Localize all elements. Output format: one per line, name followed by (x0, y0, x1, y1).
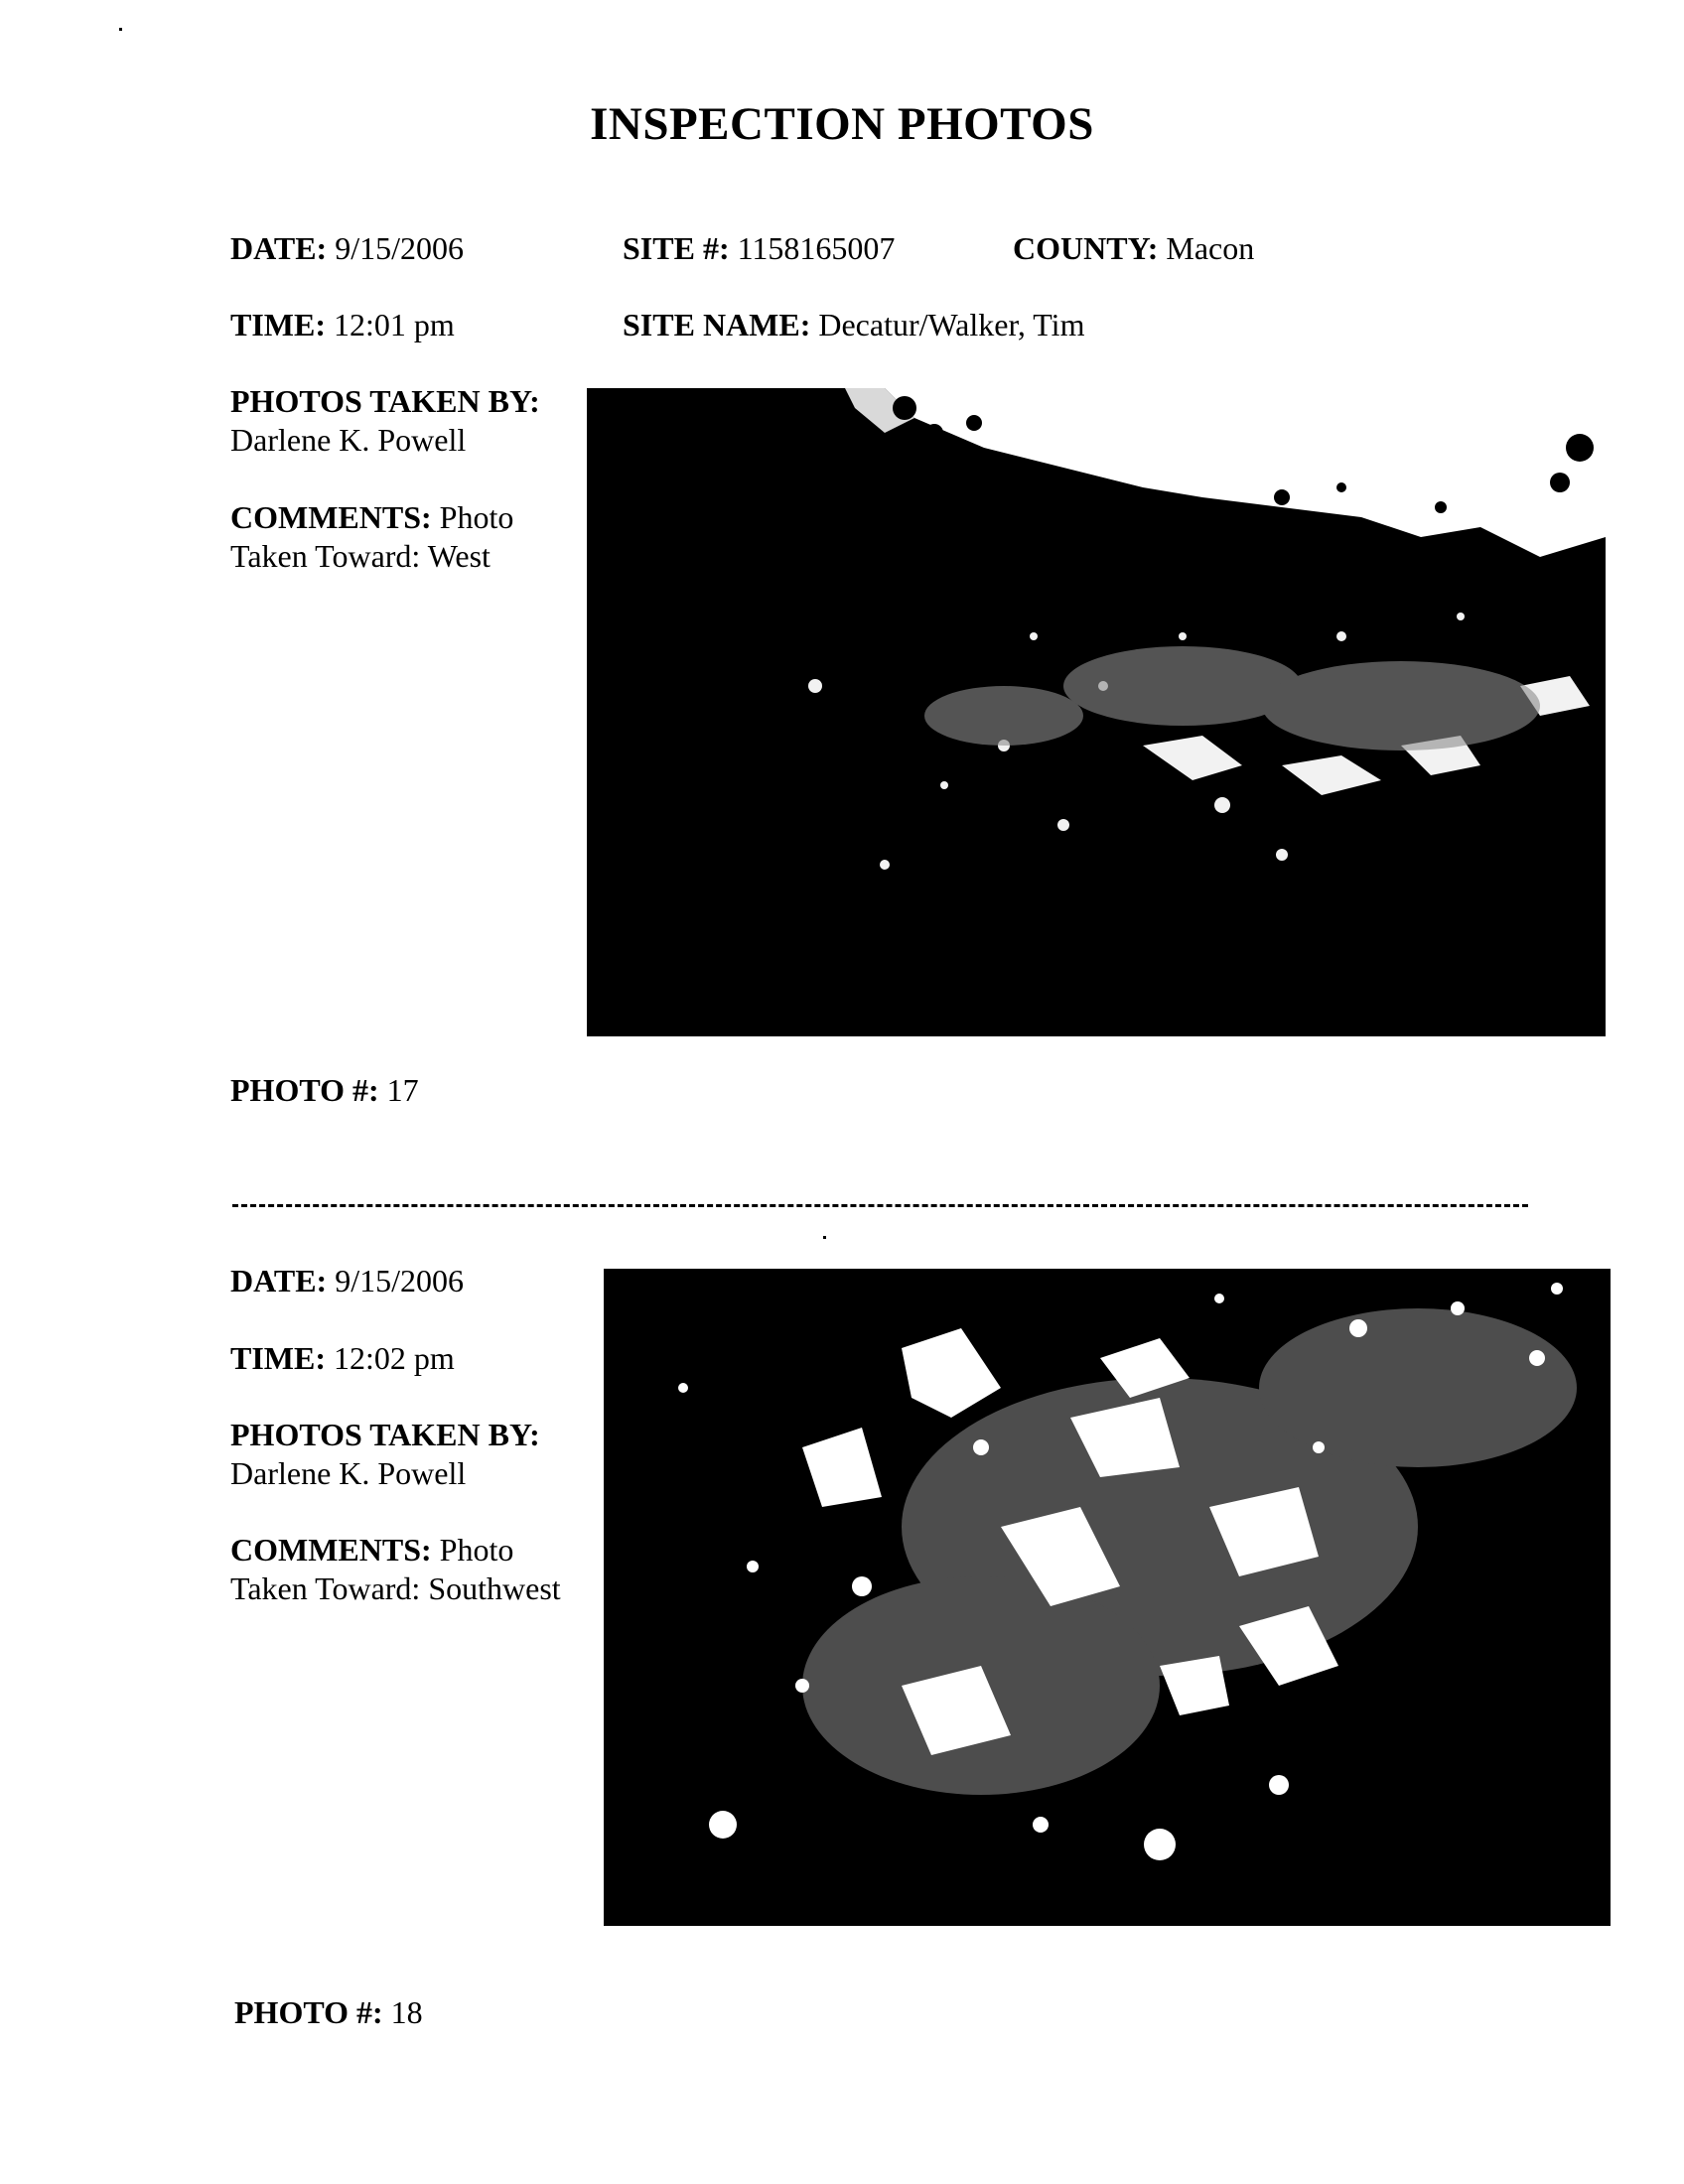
photographer-block-2 (230, 1416, 588, 1493)
page-title: INSPECTION PHOTOS (590, 98, 1094, 150)
date-label: DATE: (230, 230, 328, 266)
inspection-photo-1 (587, 388, 1606, 1036)
time-label: TIME: (230, 307, 326, 342)
photos-taken-by-label: PHOTOS TAKEN BY: (230, 383, 540, 419)
comment-direction: Taken Toward: West (230, 538, 491, 574)
comment-direction: Taken Toward: Southwest (230, 1570, 561, 1606)
site-number-label: SITE #: (623, 230, 730, 266)
section-divider (232, 1204, 1528, 1207)
county-value: Macon (1166, 230, 1255, 266)
date-value: 9/15/2006 (335, 1263, 464, 1298)
photo-number-label: PHOTO #: (230, 1072, 379, 1108)
site-number-field (623, 229, 895, 268)
comments-block-2 (230, 1531, 598, 1608)
time-value: 12:01 pm (334, 307, 455, 342)
county-label: COUNTY: (1013, 230, 1159, 266)
time-field-1 (230, 306, 455, 344)
site-number-value: 1158165007 (737, 230, 896, 266)
scan-speck (823, 1236, 826, 1239)
scan-speck (119, 28, 122, 31)
comments-block-1 (230, 498, 568, 576)
time-label: TIME: (230, 1340, 326, 1376)
date-field-2 (230, 1262, 464, 1300)
date-label: DATE: (230, 1263, 328, 1298)
photographer-name: Darlene K. Powell (230, 1455, 467, 1491)
photo-number-value: 18 (390, 1994, 423, 2030)
site-name-value: Decatur/Walker, Tim (818, 307, 1085, 342)
comments-label: COMMENTS: (230, 499, 432, 535)
date-field-1 (230, 229, 464, 268)
photo-number-label: PHOTO #: (234, 1994, 383, 2030)
photo-number-value: 17 (386, 1072, 419, 1108)
time-value: 12:02 pm (334, 1340, 455, 1376)
site-name-label: SITE NAME: (623, 307, 811, 342)
comment-text: Photo (439, 1532, 514, 1568)
photos-taken-by-label: PHOTOS TAKEN BY: (230, 1417, 540, 1452)
photo-number-field-2 (234, 1993, 423, 2032)
photographer-block-1 (230, 382, 568, 460)
time-field-2 (230, 1339, 455, 1378)
comments-label: COMMENTS: (230, 1532, 432, 1568)
photographer-name: Darlene K. Powell (230, 422, 467, 458)
photo-number-field-1 (230, 1071, 419, 1110)
county-field (1013, 229, 1254, 268)
site-name-field (623, 306, 1084, 344)
date-value: 9/15/2006 (335, 230, 464, 266)
comment-text: Photo (439, 499, 514, 535)
inspection-photo-2 (604, 1269, 1611, 1926)
